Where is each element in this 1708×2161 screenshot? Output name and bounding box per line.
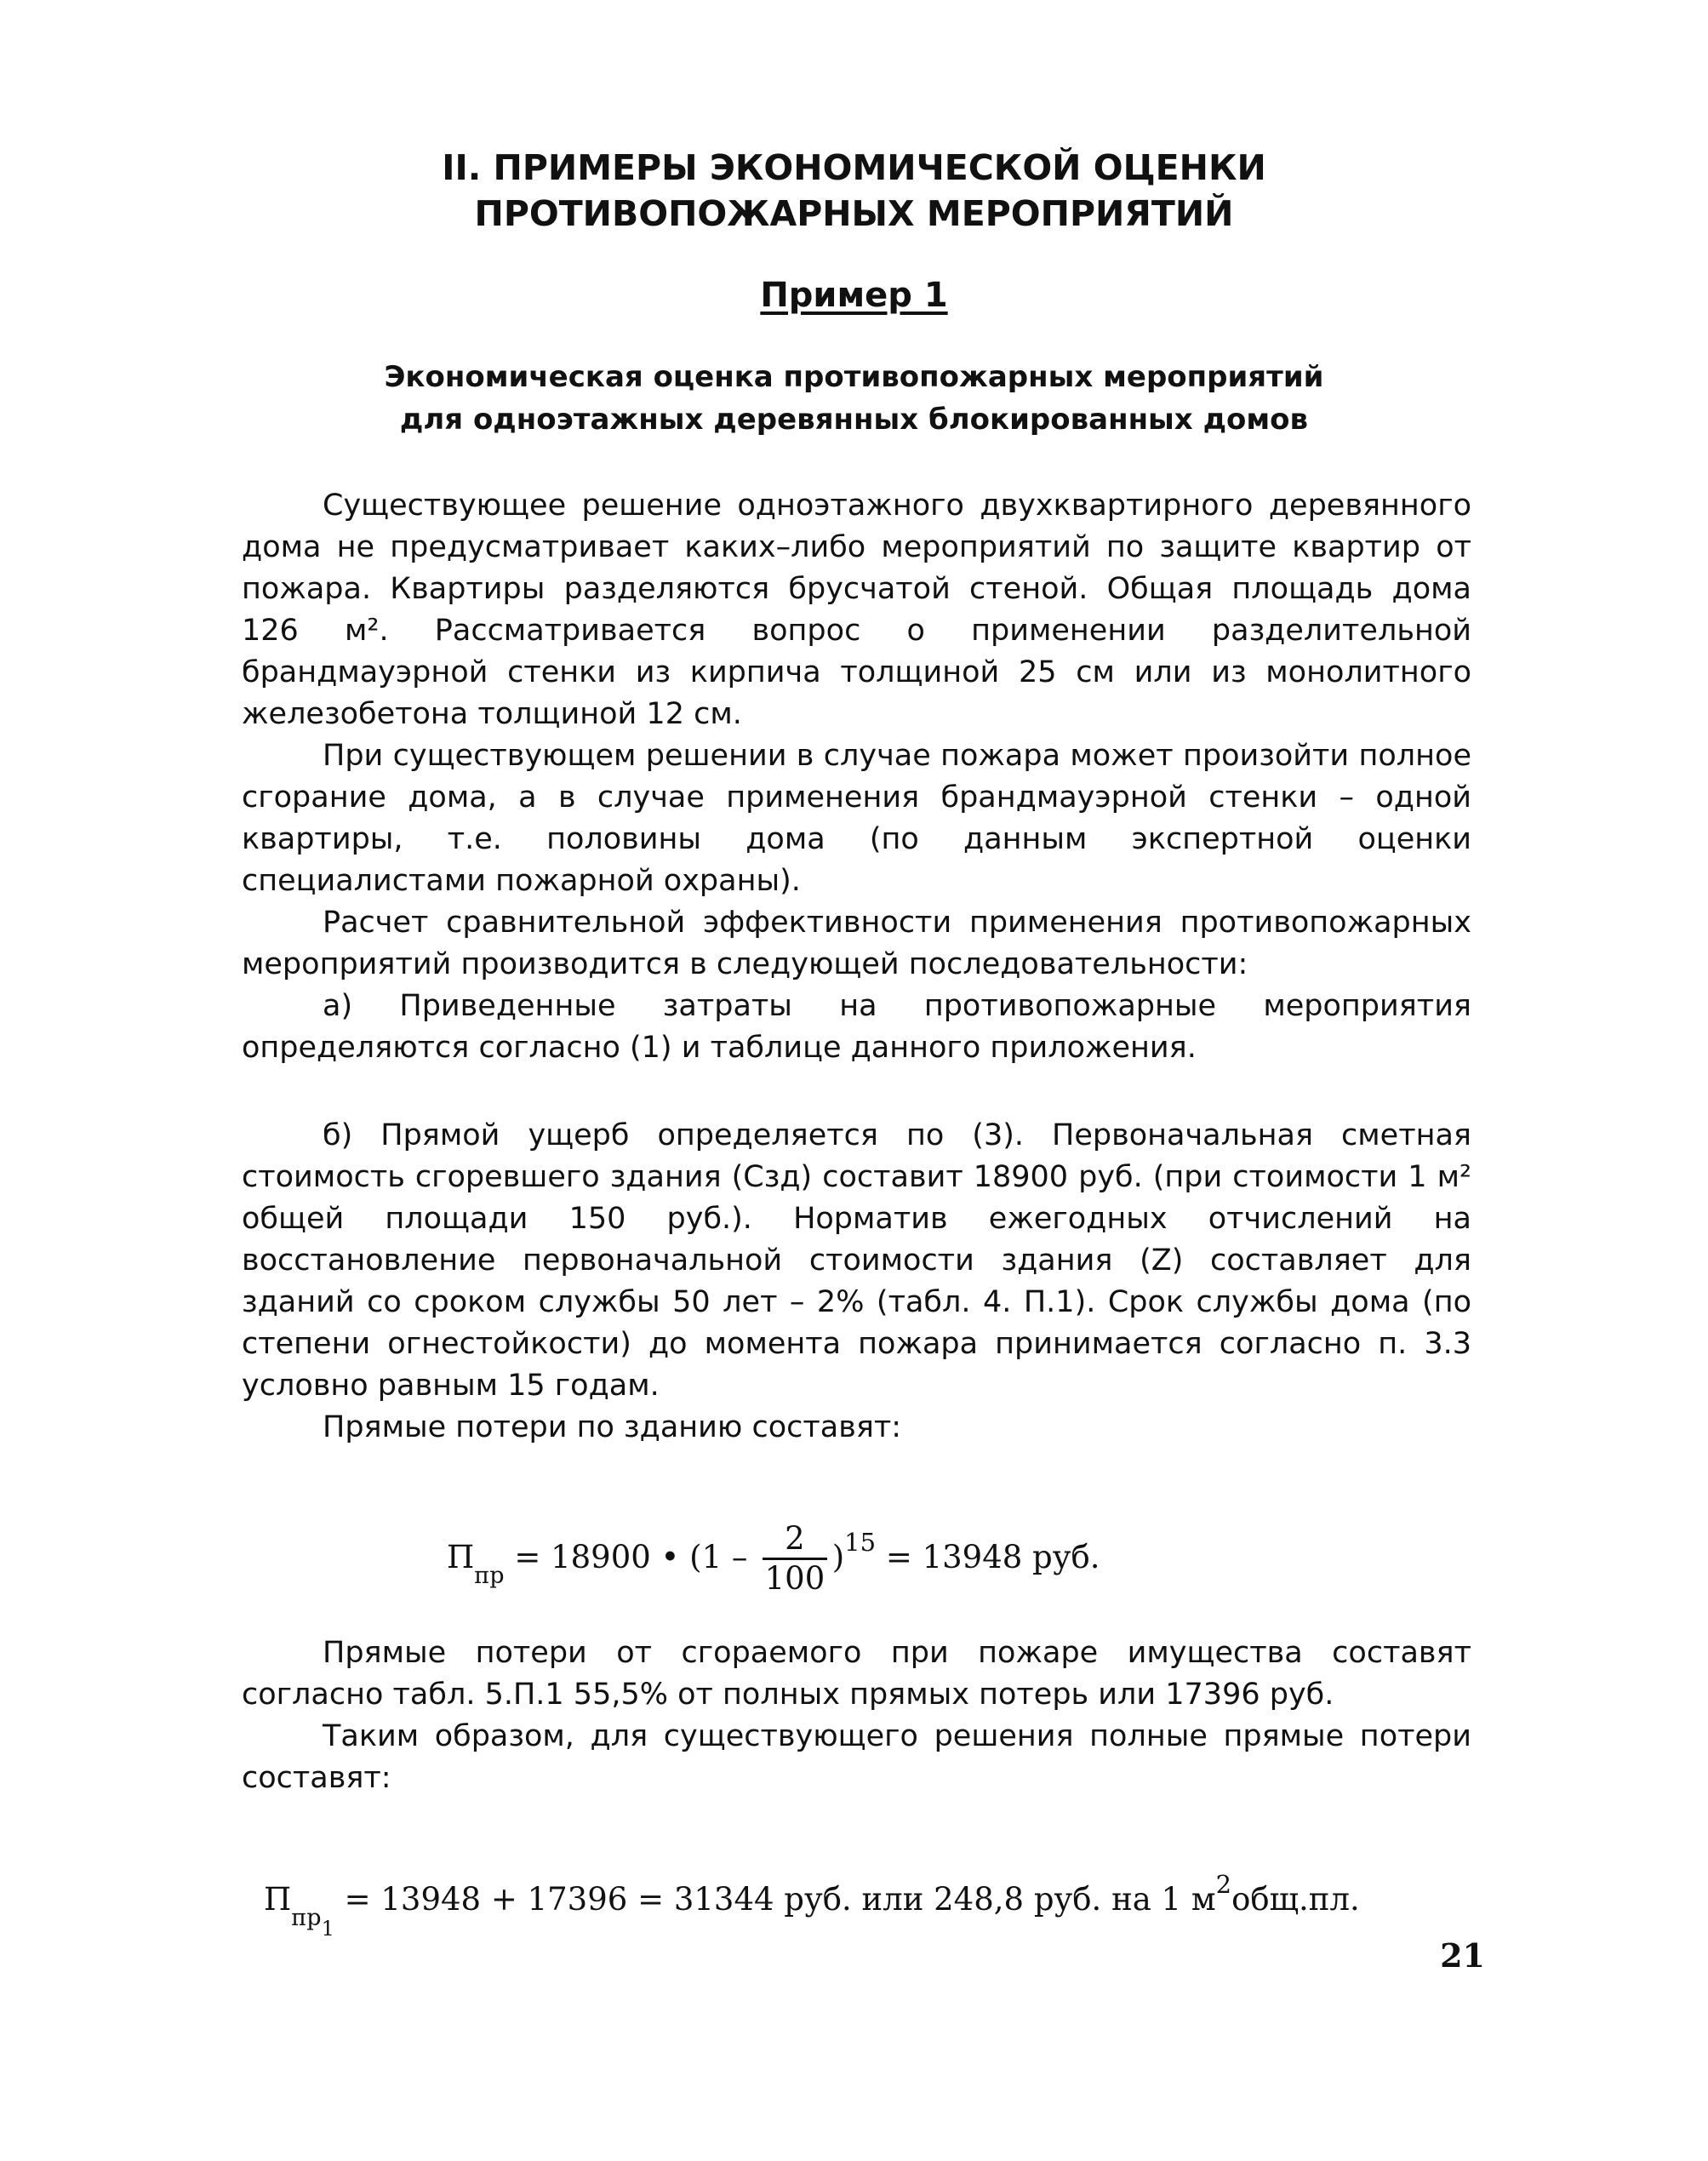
paragraph: Прямые потери по зданию составят: <box>323 1410 902 1444</box>
paragraph: а) Приведенные затраты на противопожарные мероприятия определяются согласно (1) и таблице данного приложения. <box>242 989 1471 1065</box>
paragraph: Прямые потери от сгораемого при пожаре имущества составят согласно табл. 5.П.1 55,5% от полных прямых потерь или 17396 руб. <box>242 1636 1471 1712</box>
text-block-1 <box>242 485 1471 1069</box>
section-title <box>0 145 1708 237</box>
formula-close: ) <box>831 1539 845 1575</box>
example-heading <box>0 274 1708 317</box>
paragraph: Таким образом, для существующего решения полные прямые потери составят: <box>242 1719 1471 1795</box>
formula-symbol: П <box>447 1539 475 1575</box>
example-label: Пример 1 <box>760 276 948 315</box>
example-subtitle-line2: для одноэтажных деревянных блокированных домов <box>399 403 1309 437</box>
text-block-3 <box>242 1632 1471 1799</box>
formula-direct-losses-building <box>447 1522 1100 1598</box>
formula-total-losses <box>264 1870 1360 1941</box>
formula-lhs: = 18900 • (1 – <box>514 1539 748 1575</box>
formula-symbol: П <box>264 1881 292 1918</box>
paragraph: Расчет сравнительной эффективности применения противопожарных мероприятий производится в следующей последовательности: <box>242 906 1471 981</box>
example-subtitle <box>0 356 1708 441</box>
page-number: 21 <box>1440 1936 1485 1975</box>
paragraph: Существующее решение одноэтажного двухквартирного деревянного дома не предусматривает каких–либо мероприятий по защите квартир от пожара. Квартиры разделяются брусчатой стеной. Общая площадь дома 126 м². Рассматривается вопрос о применении разделительной брандмауэрной стенки из кирпича толщиной 25 см или из монолитного железобетона толщиной 12 см. <box>242 489 1471 731</box>
formula-tail: общ.пл. <box>1231 1881 1360 1918</box>
example-subtitle-line1: Экономическая оценка противопожарных мероприятий <box>384 360 1324 394</box>
formula-subscript: пр <box>291 1905 322 1931</box>
formula-expression: = 13948 + 17396 = 31344 руб. или 248,8 руб. на 1 м <box>344 1881 1216 1918</box>
text-block-2 <box>242 1115 1471 1449</box>
formula-exponent: 2 <box>1215 1870 1232 1899</box>
paragraph: б) Прямой ущерб определяется по (3). Первоначальная сметная стоимость сгоревшего здания (Сзд) составит 18900 руб. (при стоимости 1 м² общей площади 150 руб.). Норматив ежегодных отчислений на восстановление первоначальной стоимости здания (Z) составляет для зданий со сроком службы 50 лет – 2% (табл. 4. П.1). Срок службы дома (по степени огнестойкости) до момента пожара принимается согласно п. 3.3 условно равным 15 годам. <box>242 1118 1471 1403</box>
section-title-line1: II. ПРИМЕРЫ ЭКОНОМИЧЕСКОЙ ОЦЕНКИ <box>442 147 1266 188</box>
paragraph: При существующем решении в случае пожара может произойти полное сгорание дома, а в случае применения брандмауэрной стенки – одной квартиры, т.е. половины дома (по данным экспертной оценки специалистами пожарной охраны). <box>242 739 1471 898</box>
formula-subscript: пр <box>474 1563 505 1589</box>
formula-exponent: 15 <box>844 1528 877 1557</box>
fraction-denominator: 100 <box>764 1560 825 1597</box>
formula-subscript-index: 1 <box>321 1917 334 1941</box>
formula-fraction <box>763 1522 827 1598</box>
fraction-numerator: 2 <box>763 1522 827 1560</box>
section-title-line2: ПРОТИВОПОЖАРНЫХ МЕРОПРИЯТИЙ <box>474 193 1234 234</box>
formula-result: = 13948 руб. <box>885 1539 1100 1575</box>
